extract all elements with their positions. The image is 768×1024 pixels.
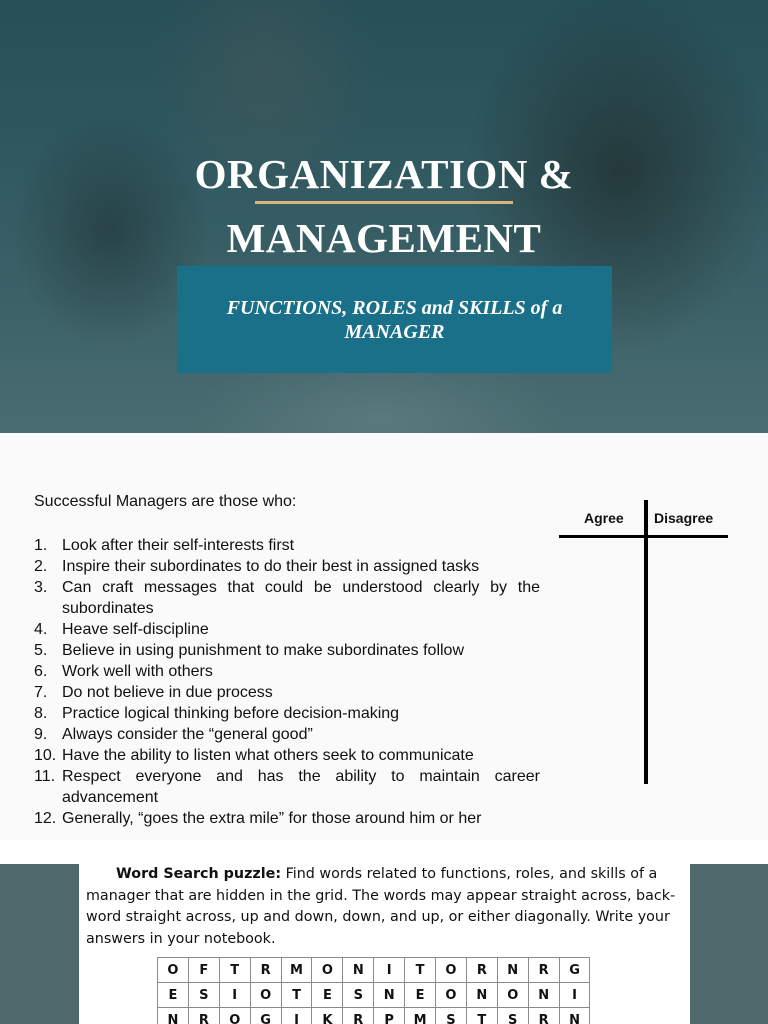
statement-text: Inspire their subordinates to do their best in assigned tasks (62, 558, 480, 575)
word-search-grid (157, 957, 590, 1024)
statement-number: 1. (34, 537, 48, 554)
statement-text: Do not believe in due process (62, 684, 273, 701)
grid-cell: N (374, 983, 405, 1008)
statement-number: 11. (34, 768, 56, 785)
grid-cell: M (281, 958, 312, 983)
grid-cell: T (466, 1008, 497, 1024)
agree-disagree-section (0, 433, 768, 840)
statement-number: 10. (34, 747, 57, 764)
word-search-heading: Word Search puzzle: (116, 866, 282, 882)
word-search-section (0, 840, 768, 1024)
grid-cell: G (250, 1008, 281, 1024)
statement-item (34, 745, 540, 766)
statement-number: 12. (34, 810, 57, 827)
statement-text: Practice logical thinking before decision-making (62, 705, 400, 722)
grid-cell: E (158, 983, 189, 1008)
t-chart-vertical-line (644, 500, 648, 784)
subtitle: FUNCTIONS, ROLES and SKILLS of a MANAGER (226, 296, 563, 343)
grid-cell: O (436, 983, 467, 1008)
grid-cell: T (281, 983, 312, 1008)
grid-cell: F (188, 958, 219, 983)
statement-number: 7. (34, 684, 48, 701)
grid-cell: M (405, 1008, 436, 1024)
grid-cell: R (250, 958, 281, 983)
title-line-1: ORGANIZATION & (194, 151, 574, 197)
t-chart-horizontal-line (559, 535, 728, 538)
statement-text: Work well with others (62, 663, 213, 680)
grid-cell: S (343, 983, 374, 1008)
statement-item (34, 661, 540, 682)
statement-text: Have the ability to listen what others seek to communicate (62, 747, 474, 764)
grid-cell: E (312, 983, 343, 1008)
statement-text: Believe in using punishment to make subordinates follow (62, 642, 465, 659)
statement-number: 6. (34, 663, 48, 680)
grid-cell: E (405, 983, 436, 1008)
statement-item (34, 640, 540, 661)
statement-text: Look after their self-interests first (62, 537, 295, 554)
grid-cell: K (312, 1008, 343, 1024)
statement-item (34, 724, 540, 745)
title-divider (255, 201, 513, 204)
grid-row (158, 958, 590, 983)
statement-item (34, 556, 540, 577)
grid-cell: O (250, 983, 281, 1008)
statement-item (34, 535, 540, 556)
grid-cell: N (158, 1008, 189, 1024)
grid-cell: R (466, 958, 497, 983)
subtitle-band (177, 266, 612, 373)
grid-cell: R (528, 958, 559, 983)
grid-cell: N (559, 1008, 590, 1024)
grid-cell: I (559, 983, 590, 1008)
grid-cell: O (436, 958, 467, 983)
statement-text: Generally, “goes the extra mile” for those around him or her (62, 810, 482, 827)
statement-item (34, 703, 540, 724)
statement-text: Respect everyone and has the ability to maintain career advancement (62, 768, 540, 806)
word-search-instruction-text: Find words related to functions, roles, and skills of a manager that are hidden in the grid. The words may appear straight across, back-word straight across, up and down, down, and up, or either diagonally. Write your answers in your notebook. (86, 866, 676, 947)
statement-text: Always consider the “general good” (62, 726, 313, 743)
grid-cell: P (374, 1008, 405, 1024)
grid-cell: G (559, 958, 590, 983)
grid-cell: O (158, 958, 189, 983)
word-search-instructions (86, 864, 686, 950)
grid-cell: S (188, 983, 219, 1008)
statement-item (34, 577, 540, 619)
grid-cell: R (528, 1008, 559, 1024)
statement-number: 5. (34, 642, 48, 659)
statement-item (34, 619, 540, 640)
title-line-2: MANAGEMENT (226, 215, 542, 261)
statement-number: 2. (34, 558, 48, 575)
grid-cell: O (219, 1008, 250, 1024)
statement-item (34, 766, 540, 808)
grid-cell: I (281, 1008, 312, 1024)
statement-number: 8. (34, 705, 48, 722)
statement-item (34, 682, 540, 703)
grid-row (158, 983, 590, 1008)
grid-cell: S (436, 1008, 467, 1024)
disagree-column-header: Disagree (654, 510, 714, 526)
statement-text: Heave self-discipline (62, 621, 209, 638)
grid-cell: N (528, 983, 559, 1008)
agree-column-header: Agree (584, 510, 624, 526)
grid-cell: O (312, 958, 343, 983)
grid-cell: R (343, 1008, 374, 1024)
left-side-panel (0, 864, 79, 1024)
hero-banner (0, 0, 768, 433)
grid-cell: I (374, 958, 405, 983)
statement-number: 4. (34, 621, 48, 638)
statement-number: 9. (34, 726, 48, 743)
statement-number: 3. (34, 579, 48, 596)
statement-text: Can craft messages that could be understood clearly by the subordinates (62, 579, 540, 617)
grid-cell: O (497, 983, 528, 1008)
grid-cell: I (219, 983, 250, 1008)
questionnaire-intro: Successful Managers are those who: (34, 493, 297, 510)
grid-cell: N (497, 958, 528, 983)
grid-cell: T (219, 958, 250, 983)
grid-cell: S (497, 1008, 528, 1024)
grid-cell: N (343, 958, 374, 983)
statement-item (34, 808, 540, 829)
right-side-panel (690, 864, 768, 1024)
grid-row (158, 1008, 590, 1024)
grid-cell: N (466, 983, 497, 1008)
statement-list (34, 535, 540, 829)
grid-cell: R (188, 1008, 219, 1024)
grid-cell: T (405, 958, 436, 983)
